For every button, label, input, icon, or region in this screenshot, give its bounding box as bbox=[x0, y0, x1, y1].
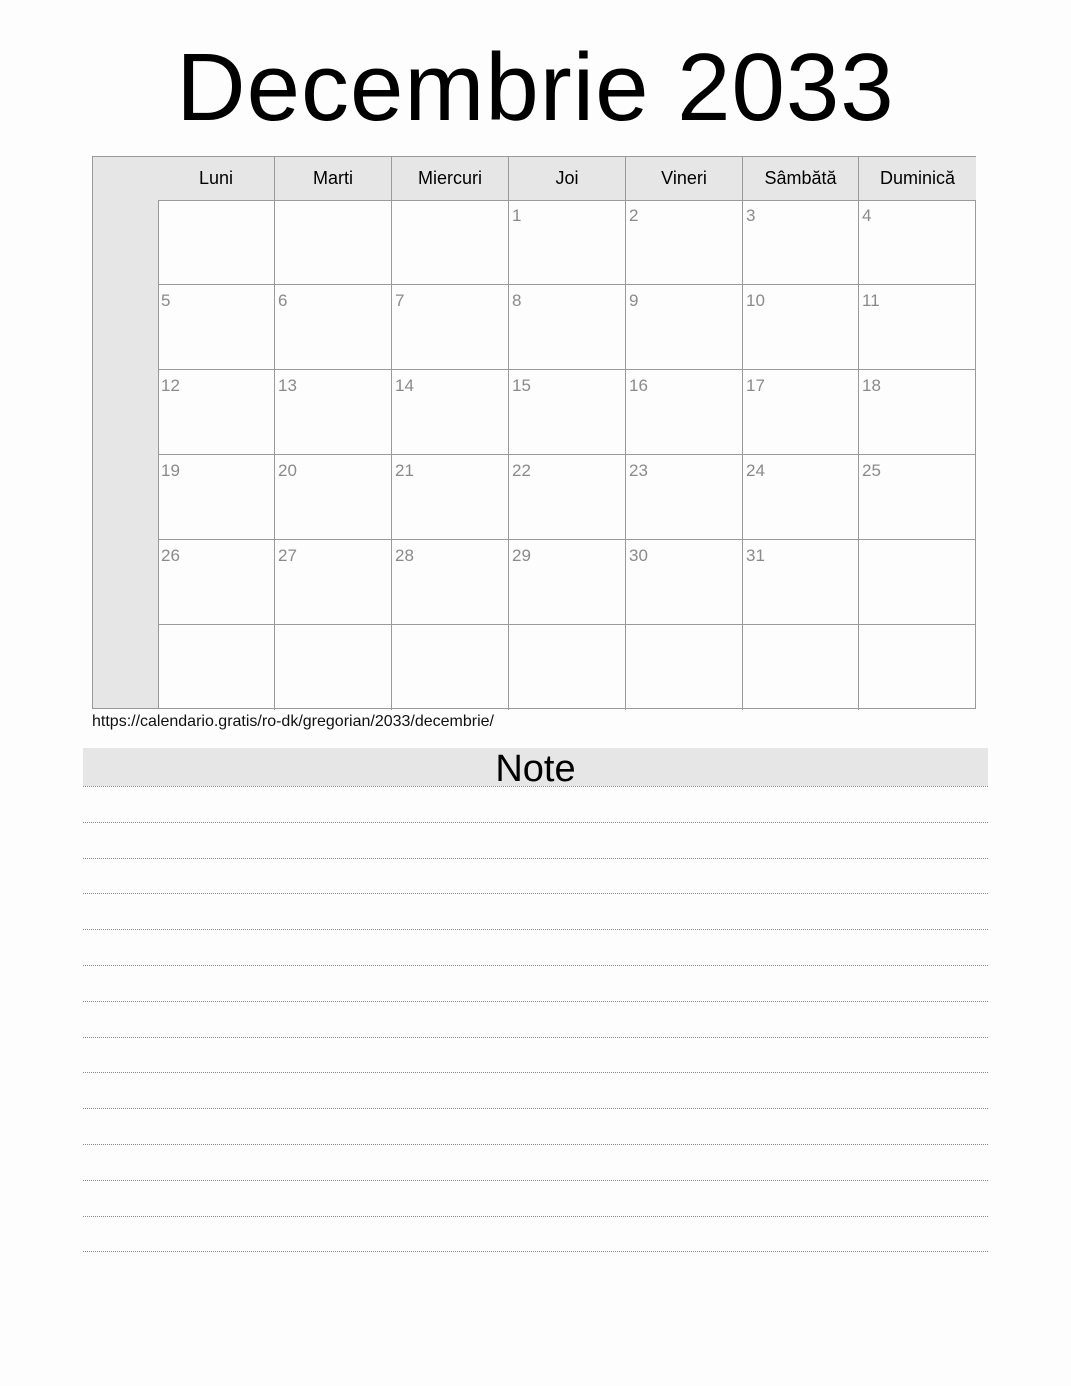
day-cell[interactable] bbox=[158, 625, 275, 710]
weekday-header: Miercuri bbox=[392, 157, 509, 200]
day-cell[interactable] bbox=[158, 200, 275, 284]
day-number: 7 bbox=[395, 291, 405, 310]
day-number: 9 bbox=[629, 291, 639, 310]
note-line[interactable] bbox=[83, 1037, 988, 1038]
day-cell[interactable] bbox=[392, 370, 509, 454]
day-cell[interactable] bbox=[743, 540, 859, 624]
day-cell[interactable] bbox=[275, 200, 392, 284]
day-cell[interactable] bbox=[275, 285, 392, 369]
day-cell[interactable] bbox=[859, 625, 976, 710]
day-cell[interactable] bbox=[392, 285, 509, 369]
source-url: https://calendario.gratis/ro-dk/gregorian/2033/decembrie/ bbox=[92, 713, 494, 730]
day-cell[interactable] bbox=[859, 285, 976, 369]
weekday-header: Luni bbox=[158, 157, 275, 200]
day-cell[interactable] bbox=[392, 200, 509, 284]
day-cell[interactable] bbox=[859, 455, 976, 539]
day-number: 13 bbox=[278, 376, 297, 395]
day-cell[interactable] bbox=[859, 540, 976, 624]
week-row bbox=[158, 540, 976, 625]
day-cell[interactable] bbox=[509, 625, 626, 710]
note-line[interactable] bbox=[83, 965, 988, 966]
day-number: 26 bbox=[161, 546, 180, 565]
day-cell[interactable] bbox=[626, 455, 743, 539]
week-row bbox=[158, 625, 976, 710]
note-line[interactable] bbox=[83, 893, 988, 894]
day-number: 14 bbox=[395, 376, 414, 395]
day-number: 17 bbox=[746, 376, 765, 395]
week-row bbox=[158, 285, 976, 370]
note-line[interactable] bbox=[83, 786, 988, 787]
day-cell[interactable] bbox=[743, 200, 859, 284]
day-cell[interactable] bbox=[158, 455, 275, 539]
day-number: 28 bbox=[395, 546, 414, 565]
note-line[interactable] bbox=[83, 1072, 988, 1073]
day-number: 22 bbox=[512, 461, 531, 480]
day-number: 5 bbox=[161, 291, 171, 310]
day-cell[interactable] bbox=[509, 200, 626, 284]
day-cell[interactable] bbox=[158, 285, 275, 369]
day-number: 21 bbox=[395, 461, 414, 480]
notes-title: Note bbox=[83, 748, 988, 786]
week-number-column bbox=[93, 157, 159, 708]
day-cell[interactable] bbox=[859, 200, 976, 284]
day-cell[interactable] bbox=[275, 540, 392, 624]
day-cell[interactable] bbox=[626, 370, 743, 454]
note-line[interactable] bbox=[83, 1180, 988, 1181]
day-cell[interactable] bbox=[626, 625, 743, 710]
week-row bbox=[158, 455, 976, 540]
day-number: 8 bbox=[512, 291, 522, 310]
note-line[interactable] bbox=[83, 1001, 988, 1002]
day-number: 2 bbox=[629, 206, 639, 225]
weekday-header: Joi bbox=[509, 157, 626, 200]
note-line[interactable] bbox=[83, 1144, 988, 1145]
note-line[interactable] bbox=[83, 1108, 988, 1109]
day-number: 1 bbox=[512, 206, 522, 225]
day-number: 25 bbox=[862, 461, 881, 480]
day-cell[interactable] bbox=[509, 370, 626, 454]
day-number: 4 bbox=[862, 206, 872, 225]
note-line[interactable] bbox=[83, 822, 988, 823]
weekday-header-row bbox=[158, 157, 976, 201]
day-number: 6 bbox=[278, 291, 288, 310]
day-cell[interactable] bbox=[509, 285, 626, 369]
weekday-header: Sâmbătă bbox=[743, 157, 859, 200]
day-cell[interactable] bbox=[275, 455, 392, 539]
week-row bbox=[158, 370, 976, 455]
day-cell[interactable] bbox=[509, 455, 626, 539]
day-cell[interactable] bbox=[509, 540, 626, 624]
day-cell[interactable] bbox=[275, 370, 392, 454]
day-cell[interactable] bbox=[392, 540, 509, 624]
day-number: 18 bbox=[862, 376, 881, 395]
day-cell[interactable] bbox=[743, 285, 859, 369]
day-number: 30 bbox=[629, 546, 648, 565]
day-number: 23 bbox=[629, 461, 648, 480]
weekday-header: Vineri bbox=[626, 157, 743, 200]
day-number: 24 bbox=[746, 461, 765, 480]
day-cell[interactable] bbox=[392, 455, 509, 539]
day-number: 15 bbox=[512, 376, 531, 395]
day-number: 10 bbox=[746, 291, 765, 310]
note-line[interactable] bbox=[83, 1251, 988, 1252]
day-number: 20 bbox=[278, 461, 297, 480]
page-title: Decembrie 2033 bbox=[176, 34, 895, 141]
calendar-grid bbox=[92, 156, 976, 709]
weekday-header: Duminică bbox=[879, 168, 956, 188]
day-grid bbox=[158, 200, 976, 710]
note-line[interactable] bbox=[83, 929, 988, 930]
day-number: 3 bbox=[746, 206, 756, 225]
day-cell[interactable] bbox=[859, 370, 976, 454]
day-cell[interactable] bbox=[626, 285, 743, 369]
week-row bbox=[158, 200, 976, 285]
day-number: 16 bbox=[629, 376, 648, 395]
day-number: 19 bbox=[161, 461, 180, 480]
day-number: 27 bbox=[278, 546, 297, 565]
day-cell[interactable] bbox=[158, 540, 275, 624]
note-line[interactable] bbox=[83, 858, 988, 859]
day-number: 31 bbox=[746, 546, 765, 565]
day-cell[interactable] bbox=[392, 625, 509, 710]
day-number: 11 bbox=[862, 291, 880, 310]
day-cell[interactable] bbox=[743, 455, 859, 539]
day-cell[interactable] bbox=[743, 625, 859, 710]
day-cell[interactable] bbox=[743, 370, 859, 454]
day-number: 29 bbox=[512, 546, 531, 565]
weekday-header: Marti bbox=[275, 157, 392, 200]
note-line[interactable] bbox=[83, 1216, 988, 1217]
day-number: 12 bbox=[161, 376, 180, 395]
day-cell[interactable] bbox=[158, 370, 275, 454]
day-cell[interactable] bbox=[626, 200, 743, 284]
day-cell[interactable] bbox=[275, 625, 392, 710]
day-cell[interactable] bbox=[626, 540, 743, 624]
